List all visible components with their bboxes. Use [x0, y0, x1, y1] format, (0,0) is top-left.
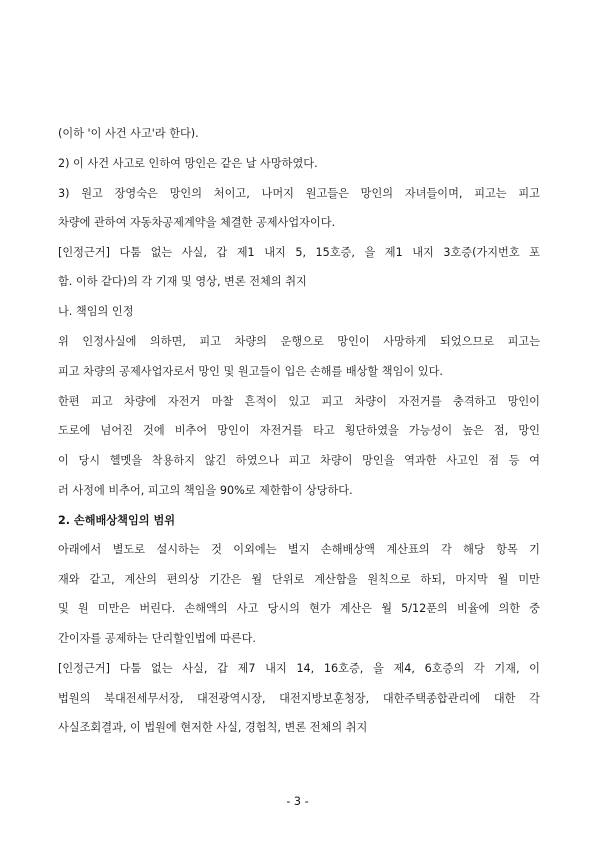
text-line: 러 사정에 비추어, 피고의 책임을 90%로 제한함이 상당하다.	[58, 484, 353, 497]
text-line: [인정근거] 다툼 없는 사실, 갑 제1 내지 5, 15호증, 을 제1 내지 3호증(가지번호 포	[58, 246, 540, 259]
text-line: 재와 같고, 계산의 편의상 기간은 월 단위로 계산함을 원칙으로 하되, 마지막 월 미만	[58, 573, 540, 586]
text-line: 함. 이하 같다)의 각 기재 및 영상, 변론 전체의 취지	[58, 275, 307, 288]
text-line: 3) 원고 장영숙은 망인의 처이고, 나머지 원고들은 망인의 자녀들이며, 피고는 피고	[58, 187, 540, 200]
text-line: (이하 '이 사건 사고'라 한다).	[58, 127, 199, 140]
text-line: 사실조회결과, 이 법원에 현저한 사실, 경험칙, 변론 전체의 취지	[58, 721, 368, 734]
text-line: 2) 이 사건 사고로 인하여 망인은 같은 날 사망하였다.	[58, 157, 318, 170]
text-line: 도로에 넘어진 것에 비추어 망인이 자전거를 타고 횡단하였을 가능성이 높은 점, 망인	[58, 424, 540, 437]
section-heading: 나. 책임의 인정	[58, 305, 134, 318]
text-line: 이 당시 헬멧을 착용하지 않긴 하였으나 피고 차량이 망인을 역과한 사고인 점 등 여	[58, 454, 540, 467]
text-line: 아래에서 별도로 설시하는 것 이외에는 별지 손해배상액 계산표의 각 해당 항목 기	[58, 543, 540, 556]
section-heading: 2. 손해배상책임의 범위	[58, 514, 176, 527]
text-line: 법원의 북대전세무서장, 대전광역시장, 대전지방보훈청장, 대한주택종합관리에 대한 각	[58, 692, 540, 705]
text-line: 및 원 미만은 버린다. 손해액의 사고 당시의 현가 계산은 월 5/12푼의 비율에 의한 중	[58, 602, 540, 615]
text-line: [인정근거] 다툼 없는 사실, 갑 제7 내지 14, 16호증, 을 제4, 6호증의 각 기재, 이	[58, 662, 540, 675]
text-line: 위 인정사실에 의하면, 피고 차량의 운행으로 망인이 사망하게 되었으므로 피고는	[58, 335, 540, 348]
text-line: 한편 피고 차량에 자전거 마찰 흔적이 있고 피고 차량이 자전거를 충격하고 망인이	[58, 395, 540, 408]
text-line: 간이자를 공제하는 단리할인법에 따른다.	[58, 632, 256, 645]
page-number: - 3 -	[286, 795, 309, 808]
text-line: 차량에 관하여 자동차공제계약을 체결한 공제사업자이다.	[58, 216, 336, 229]
text-line: 피고 차량의 공제사업자로서 망인 및 원고들이 입은 손해를 배상할 책임이 있다.	[58, 365, 443, 378]
